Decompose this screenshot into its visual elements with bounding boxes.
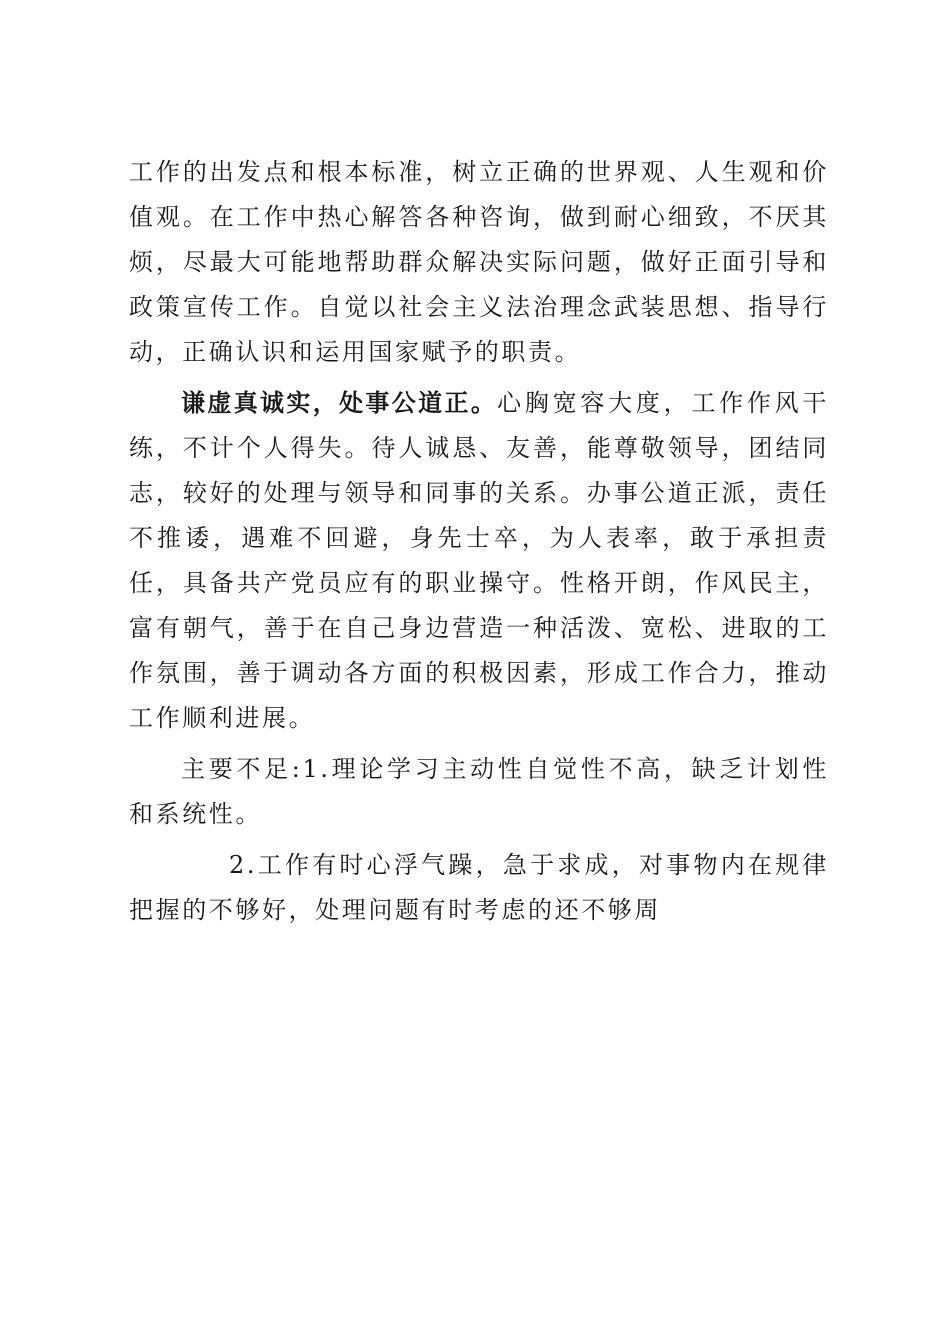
paragraph-heading: 谦虚真诚实，处事公道正。 xyxy=(181,389,498,417)
paragraph-text: 心胸宽容大度，工作作风干练，不计个人得失。待人诚恳、友善，能尊敬领导，团结同志，较好的处理与领导和同事的关系。办事公道正派，责任不推诿，遇难不回避，身先士卒，为人表率，敢于承担责任，具备共产党员应有的职业操守。性格开朗，作风民主，富有朝气，善于在自己身边营造一种活泼、宽松、进取的工作氛围，善于调动各方面的积极因素，形成工作合力，推动工作顺利进展。 xyxy=(129,389,829,732)
paragraph-shortcomings xyxy=(129,747,829,837)
paragraph-text: 工作的出发点和根本标准，树立正确的世界观、人生观和价值观。在工作中热心解答各种咨询，做到耐心细致，不厌其烦，尽最大可能地帮助群众解决实际问题，做好正面引导和政策宣传工作。自觉以社会主义法治理念武装思想、指导行动，正确认识和运用国家赋予的职责。 xyxy=(129,158,829,366)
paragraph-continued xyxy=(129,150,829,375)
paragraph-integrity xyxy=(129,381,829,741)
paragraph-shortcoming-2 xyxy=(129,843,829,933)
paragraph-text: 主要不足:1.理论学习主动性自觉性不高，缺乏计划性和系统性。 xyxy=(129,755,829,828)
paragraph-text: 2.工作有时心浮气躁，急于求成，对事物内在规律把握的不够好，处理问题有时考虑的还不够周 xyxy=(129,851,829,924)
document-body xyxy=(129,150,829,933)
